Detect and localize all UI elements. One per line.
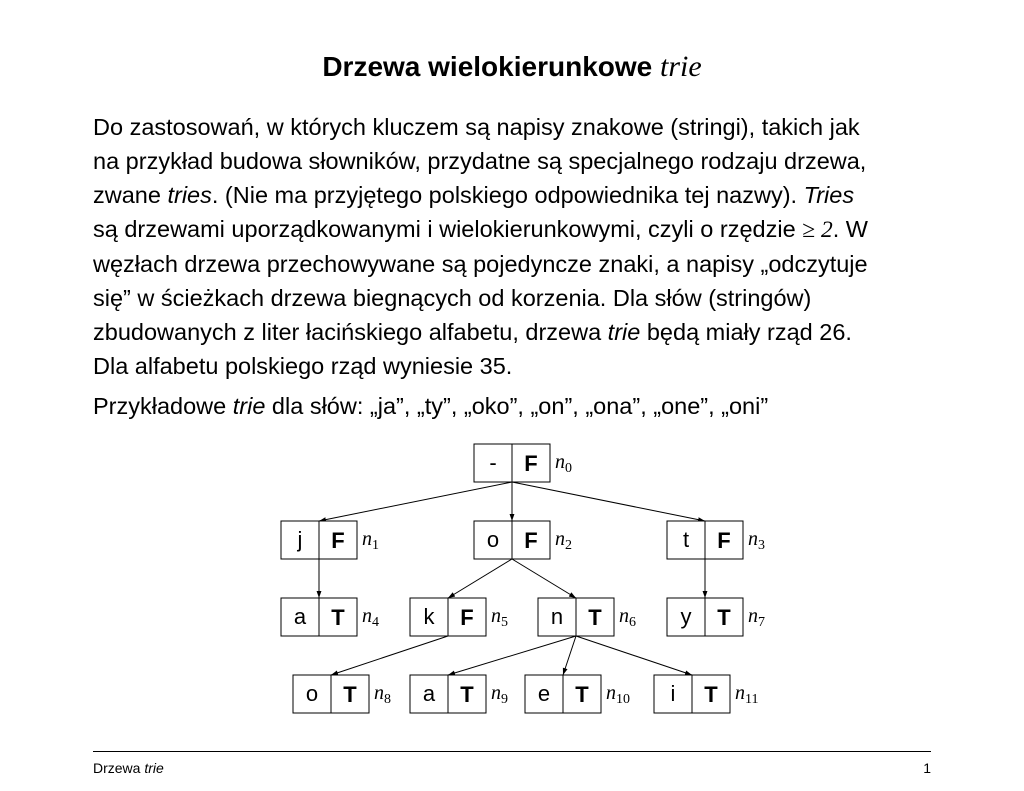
footer-left bbox=[93, 760, 164, 776]
node-char: i bbox=[670, 681, 676, 706]
edge-n0-n3 bbox=[512, 482, 705, 521]
node-char: n bbox=[550, 604, 564, 629]
intro-line-0-run-0: Do zastosowań, w których kluczem są napisy znakowe (stringi), takich jak bbox=[93, 114, 860, 140]
node-char: y bbox=[680, 604, 692, 629]
node-label: $n_0$ bbox=[555, 451, 572, 476]
node-n10 bbox=[525, 675, 630, 713]
node-flag: F bbox=[460, 605, 474, 630]
edge-n0-n1 bbox=[319, 482, 512, 521]
node-n4 bbox=[281, 598, 379, 636]
edge-n6-n10 bbox=[563, 636, 576, 675]
node-char: e bbox=[537, 681, 551, 706]
node-flag: F bbox=[524, 528, 538, 553]
intro-line-2-run-2: . (Nie ma przyjętego polskiego odpowiednika tej nazwy). bbox=[211, 182, 804, 208]
example-run-2: dla słów: „ja”, „ty”, „oko”, „on”, „ona”, „one”, „oni” bbox=[265, 393, 769, 419]
node-label: $n_9$ bbox=[491, 682, 508, 707]
intro-line-3-run-0: są drzewami uporządkowanymi i wielokierunkowymi, czyli o rzędzie bbox=[93, 216, 803, 242]
edge-n6-n11 bbox=[576, 636, 692, 675]
node-n6 bbox=[538, 598, 636, 636]
node-flag: T bbox=[717, 605, 731, 630]
node-flag: T bbox=[704, 682, 718, 707]
node-flag: T bbox=[575, 682, 589, 707]
node-char: a bbox=[293, 604, 307, 629]
node-n3 bbox=[667, 521, 765, 559]
edge-n2-n5 bbox=[448, 559, 512, 598]
intro-line-3-run-1: ≥ 2 bbox=[802, 217, 833, 243]
node-n5 bbox=[410, 598, 508, 636]
title-text: Drzewa wielokierunkowe bbox=[322, 51, 660, 82]
intro-line-3-run-2: . W bbox=[832, 216, 868, 242]
node-n8 bbox=[293, 675, 391, 713]
node-label: $n_5$ bbox=[491, 605, 508, 630]
node-flag: F bbox=[524, 451, 538, 476]
node-char: t bbox=[682, 527, 690, 552]
node-n11 bbox=[654, 675, 758, 713]
node-flag: T bbox=[460, 682, 474, 707]
node-flag: F bbox=[717, 528, 731, 553]
edge-n2-n6 bbox=[512, 559, 576, 598]
node-char: o bbox=[486, 527, 500, 552]
node-char: j bbox=[297, 527, 303, 552]
footer-rule bbox=[93, 751, 931, 752]
node-flag: F bbox=[331, 528, 345, 553]
intro-line-6-run-0: zbudowanych z liter łacińskiego alfabetu, drzewa bbox=[93, 319, 608, 345]
node-label: $n_1$ bbox=[362, 528, 379, 553]
intro-line-2-run-0: zwane bbox=[93, 182, 168, 208]
node-n1 bbox=[281, 521, 379, 559]
node-label: $n_8$ bbox=[374, 682, 391, 707]
node-label: $n_3$ bbox=[748, 528, 765, 553]
edge-n6-n9 bbox=[448, 636, 576, 675]
node-flag: T bbox=[331, 605, 345, 630]
intro-line-2-run-3: Tries bbox=[803, 182, 855, 208]
example-run-1: trie bbox=[232, 393, 266, 419]
intro-line-1-run-0: na przykład budowa słowników, przydatne są specjalnego rodzaju drzewa, bbox=[93, 148, 867, 174]
node-char: - bbox=[489, 450, 497, 475]
node-flag: T bbox=[343, 682, 357, 707]
intro-line-5-run-0: się” w ścieżkach drzewa biegnących od korzenia. Dla słów (stringów) bbox=[93, 285, 812, 311]
node-flag: T bbox=[588, 605, 602, 630]
tree-edges bbox=[319, 482, 705, 675]
node-label: $n_2$ bbox=[555, 528, 572, 553]
example-run-0: Przykładowe bbox=[93, 393, 233, 419]
node-n7 bbox=[667, 598, 765, 636]
intro-line-6-run-1: trie bbox=[607, 319, 641, 345]
footer-left-text: Drzewa bbox=[93, 760, 145, 776]
node-n9 bbox=[410, 675, 508, 713]
intro-line-7-run-0: Dla alfabetu polskiego rząd wyniesie 35. bbox=[93, 353, 513, 379]
edge-n5-n8 bbox=[331, 636, 448, 675]
node-label: $n_7$ bbox=[748, 605, 765, 630]
node-label: $n_6$ bbox=[619, 605, 636, 630]
intro-line-4-run-0: węzłach drzewa przechowywane są pojedyncze znaki, a napisy „odczytuje bbox=[93, 251, 868, 277]
footer-left-italic: trie bbox=[144, 760, 164, 776]
node-n2 bbox=[474, 521, 572, 559]
node-char: k bbox=[423, 604, 435, 629]
intro-line-6-run-2: będą miały rząd 26. bbox=[640, 319, 852, 345]
node-label: $n_{10}$ bbox=[606, 682, 630, 707]
intro-line-2-run-1: tries bbox=[167, 182, 212, 208]
node-label: $n_{11}$ bbox=[735, 682, 759, 707]
title-italic: trie bbox=[660, 50, 702, 83]
node-char: o bbox=[305, 681, 319, 706]
node-char: a bbox=[422, 681, 436, 706]
node-n0 bbox=[474, 444, 572, 482]
footer-page-number: 1 bbox=[923, 760, 931, 776]
node-label: $n_4$ bbox=[362, 605, 379, 630]
